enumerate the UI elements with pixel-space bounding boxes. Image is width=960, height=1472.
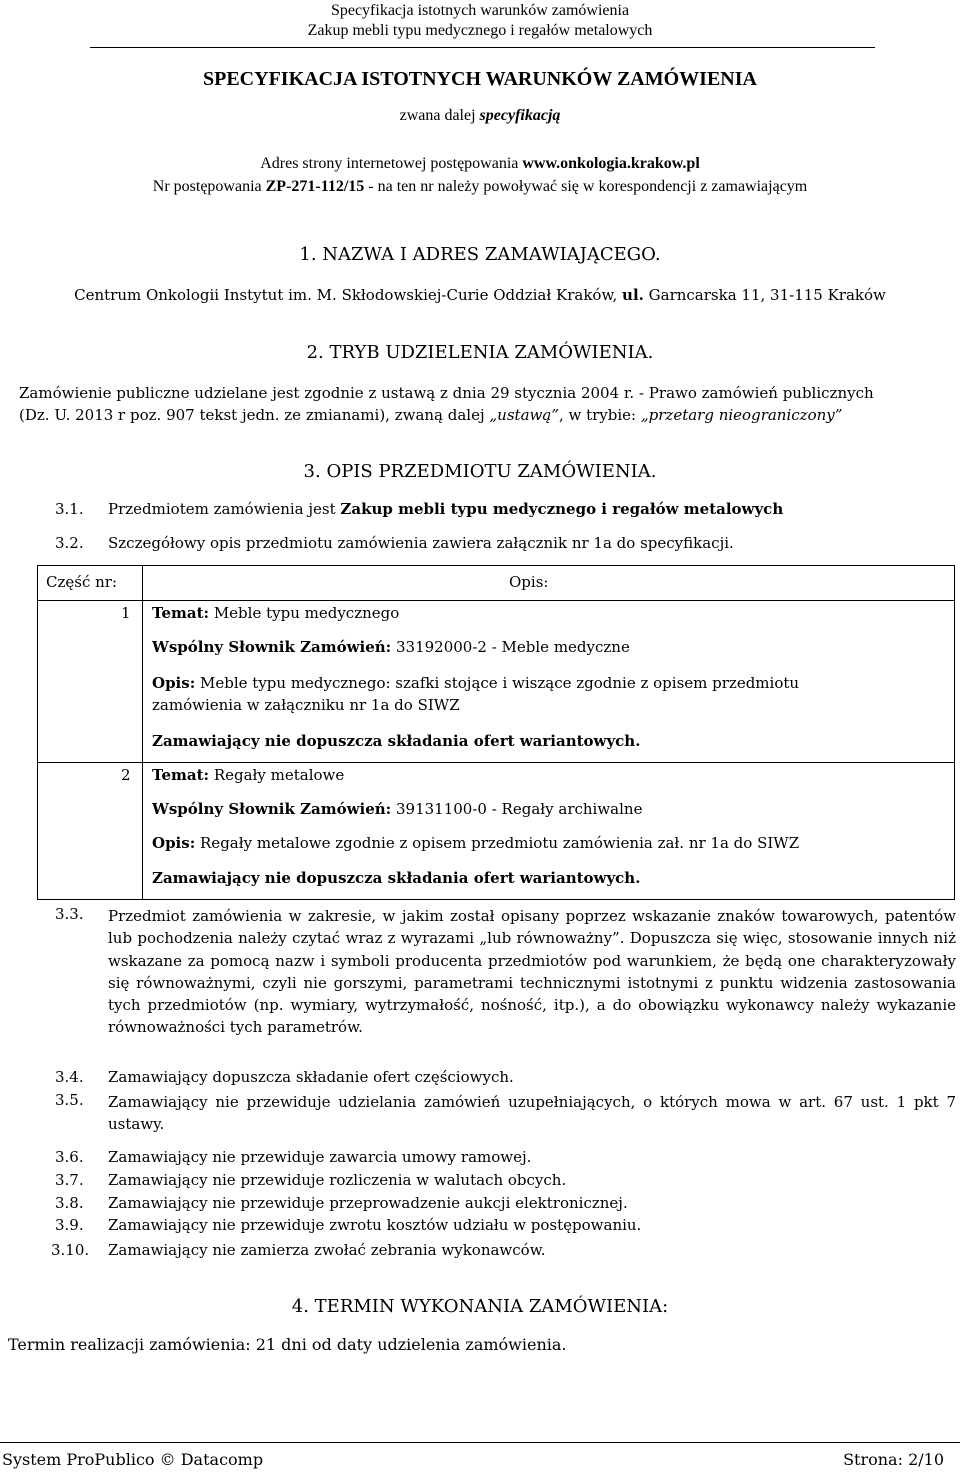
table-header-description: Opis: (509, 573, 549, 591)
section2-line1: Zamówienie publiczne udzielane jest zgodnie z ustawą z dnia 29 stycznia 2004 r. - Prawo zamówień publicznych (19, 384, 874, 402)
part1-number: 1 (121, 604, 131, 622)
item37-text: Zamawiający nie przewiduje rozliczenia w walutach obcych. (108, 1171, 567, 1189)
item36-number: 3.6. (55, 1148, 84, 1166)
document-title: SPECYFIKACJA ISTOTNYCH WARUNKÓW ZAMÓWIENIA (203, 68, 757, 90)
section4-text: Termin realizacji zamówienia: 21 dni od daty udzielenia zamówienia. (8, 1335, 567, 1354)
item32-number: 3.2. (55, 534, 84, 552)
procedure-url-line: Adres strony internetowej postępowania www.onkologia.krakow.pl (260, 155, 700, 172)
procedure-ref-line: Nr postępowania ZP-271-112/15 - na ten nr należy powoływać się w korespondencji z zamawiającym (152, 178, 808, 195)
section3-heading: 3. OPIS PRZEDMIOTU ZAMÓWIENIA. (303, 461, 657, 482)
document-subtitle: zwana dalej specyfikacją (399, 107, 561, 124)
part1-description: Opis: Meble typu medycznego: szafki stojące i wiszące zgodnie z opisem przedmiotu (152, 674, 800, 692)
part2-description: Opis: Regały metalowe zgodnie z opisem przedmiotu zamówienia zał. nr 1a do SIWZ (152, 834, 800, 852)
item39-text: Zamawiający nie przewiduje zwrotu kosztów udziału w postępowaniu. (108, 1216, 642, 1234)
item36-text: Zamawiający nie przewiduje zawarcia umowy ramowej. (108, 1148, 532, 1166)
item310-text: Zamawiający nie zamierza zwołać zebrania wykonawców. (108, 1241, 546, 1259)
item35-number: 3.5. (55, 1091, 84, 1109)
table-border-top (37, 565, 955, 566)
part1-description-cont: zamówienia w załączniku nr 1a do SIWZ (152, 696, 460, 714)
procedure-url-link[interactable]: www.onkologia.krakow.pl (522, 155, 700, 172)
part1-cpv: Wspólny Słownik Zamówień: 33192000-2 - Meble medyczne (152, 638, 630, 656)
table-row-divider (37, 762, 955, 763)
item34-text: Zamawiający dopuszcza składanie ofert częściowych. (108, 1068, 514, 1086)
table-border-right (954, 565, 955, 900)
running-header-line2: Zakup mebli typu medycznego i regałów metalowych (307, 22, 653, 39)
item33-text: Przedmiot zamówienia w zakresie, w jakim został opisany poprzez wskazanie znaków towarowych, patentów lub pochodzenia należy czytać wraz z wyrazami „lub równoważny”. Dopuszcza się więc, stosowanie innych niż wskazane za pomocą nazw i symboli producenta przedmiotów pod warunkiem, że będą one charakteryzowały się równoważnymi, czyli nie gorszymi, parametrami technicznymi istotnymi z punktu widzenia zastosowania tych przedmiotów (np. wymiary, wytrzymałość, nośność, itp.), a do obowiązku wykonawcy należy wykazanie równoważności tych parametrów. (108, 907, 956, 1037)
item39-number: 3.9. (55, 1216, 84, 1234)
item38-number: 3.8. (55, 1194, 84, 1212)
procedure-ref-number: ZP-271-112/15 (265, 178, 365, 195)
part1-topic: Temat: Meble typu medycznego (152, 604, 400, 622)
item37-number: 3.7. (55, 1171, 84, 1189)
item34-number: 3.4. (55, 1068, 84, 1086)
table-header-border (37, 600, 955, 601)
footer-page-number: Strona: 2/10 (843, 1450, 944, 1469)
section1-address: Centrum Onkologii Instytut im. M. Skłodowskiej-Curie Oddział Kraków, ul. Garncarska 11, 31-115 Kraków (74, 286, 886, 304)
section2-heading: 2. TRYB UDZIELENIA ZAMÓWIENIA. (306, 342, 654, 363)
footer-system-name: System ProPublico © Datacomp (2, 1450, 264, 1469)
table-header-part: Część nr: (46, 573, 118, 591)
item310-number: 3.10. (51, 1241, 90, 1259)
table-border-bottom (37, 899, 955, 900)
part2-cpv: Wspólny Słownik Zamówień: 39131100-0 - Regały archiwalne (152, 800, 643, 818)
running-header-line1: Specyfikacja istotnych warunków zamówienia (330, 2, 630, 19)
header-rule (90, 47, 875, 48)
part2-note: Zamawiający nie dopuszcza składania ofert wariantowych. (152, 869, 641, 887)
section1-heading: 1. NAZWA I ADRES ZAMAWIAJĄCEGO. (299, 244, 661, 265)
table-border-left (37, 565, 38, 900)
part1-note: Zamawiający nie dopuszcza składania ofert wariantowych. (152, 732, 641, 750)
table-column-divider (142, 565, 143, 900)
item33-number: 3.3. (55, 905, 84, 923)
part2-number: 2 (121, 766, 131, 784)
part2-topic: Temat: Regały metalowe (152, 766, 345, 784)
item35-text: Zamawiający nie przewiduje udzielania zamówień uzupełniających, o których mowa w art. 67 ust. 1 pkt 7 ustawy. (108, 1093, 956, 1133)
item31-number: 3.1. (55, 500, 84, 518)
item38-text: Zamawiający nie przewiduje przeprowadzenie aukcji elektronicznej. (108, 1194, 628, 1212)
section4-heading: 4. TERMIN WYKONANIA ZAMÓWIENIA: (291, 1296, 669, 1317)
item32-text: Szczegółowy opis przedmiotu zamówienia zawiera załącznik nr 1a do specyfikacji. (108, 534, 734, 552)
section2-line2: (Dz. U. 2013 r poz. 907 tekst jedn. ze zmianami), zwaną dalej „ustawą”, w trybie: „przetarg nieograniczony” (19, 406, 843, 424)
footer-rule (0, 1442, 960, 1443)
item31-text: Przedmiotem zamówienia jest Zakup mebli typu medycznego i regałów metalowych (108, 500, 784, 518)
